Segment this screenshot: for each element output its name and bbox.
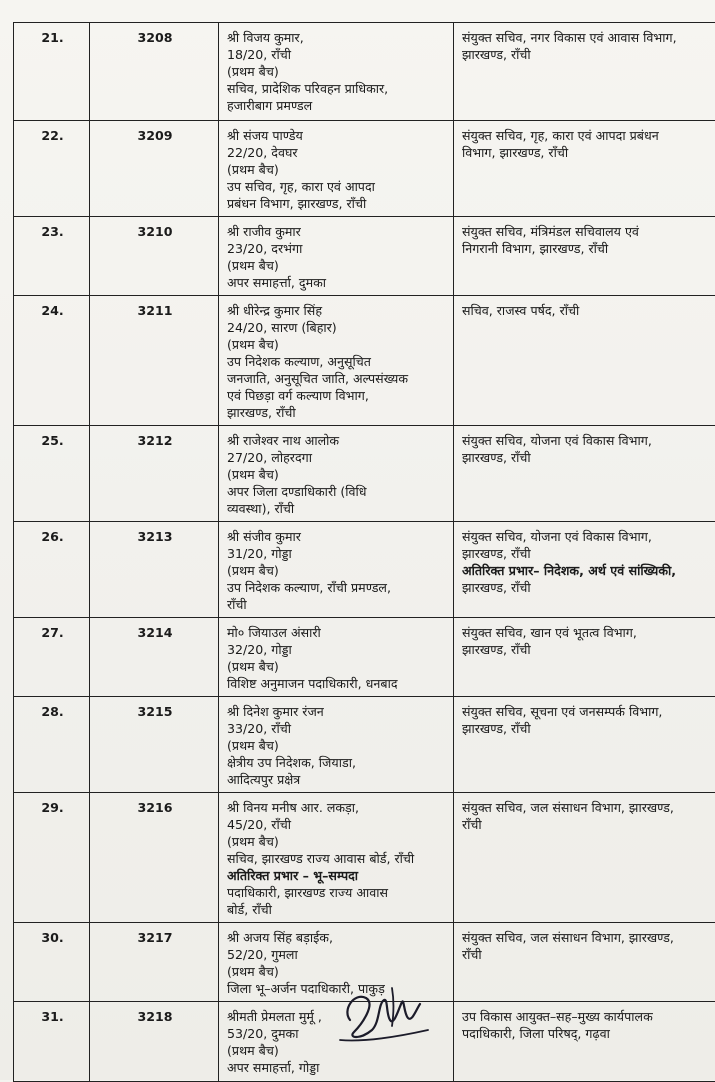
officer-detail-line: (प्रथम बैच) (227, 963, 447, 980)
officer-detail-line: श्री विनय मनीष आर. लकड़ा, (227, 799, 447, 816)
officer-code-cell: 3217 (90, 923, 219, 1002)
officer-code-cell: 3209 (90, 121, 219, 217)
officer-detail-line: बोर्ड, राँची (227, 901, 447, 918)
officer-detail-line: श्री राजीव कुमार (227, 223, 447, 240)
officer-detail-line: श्री संजीव कुमार (227, 528, 447, 545)
officer-detail-line: 33/20, राँची (227, 720, 447, 737)
officer-detail-line: श्री धीरेन्द्र कुमार सिंह (227, 302, 447, 319)
officer-detail-line: 45/20, राँची (227, 816, 447, 833)
new-posting-cell (454, 1002, 715, 1082)
officer-details-cell (219, 522, 454, 618)
officer-detail-line: अतिरिक्त प्रभार – भू–सम्पदा (227, 867, 447, 884)
officer-detail-line: 53/20, दुमका (227, 1025, 447, 1042)
officer-detail-line: जिला भू–अर्जन पदाधिकारी, पाकुड़ (227, 980, 447, 997)
officer-detail-line: 27/20, लोहरदगा (227, 449, 447, 466)
posting-line: संयुक्त सचिव, गृह, कारा एवं आपदा प्रबंधन (462, 127, 715, 144)
officer-detail-line: (प्रथम बैच) (227, 658, 447, 675)
table-row (14, 296, 715, 426)
officer-detail-line: (प्रथम बैच) (227, 737, 447, 754)
posting-line: संयुक्त सचिव, मंत्रिमंडल सचिवालय एवं (462, 223, 715, 240)
officer-detail-line: श्री विजय कुमार, (227, 29, 447, 46)
serial-number-cell: 31. (14, 1002, 90, 1082)
table-row (14, 217, 715, 296)
posting-line: निगरानी विभाग, झारखण्ड, राँची (462, 240, 715, 257)
officer-detail-line: (प्रथम बैच) (227, 562, 447, 579)
officer-detail-line: अपर जिला दण्डाधिकारी (विधि (227, 483, 447, 500)
officer-detail-line: अपर समाहर्त्ता, गोड्डा (227, 1059, 447, 1076)
officer-detail-line: श्री संजय पाण्डेय (227, 127, 447, 144)
posting-line: झारखण्ड, राँची (462, 545, 715, 562)
officer-detail-line: (प्रथम बैच) (227, 63, 447, 80)
officer-detail-line: सचिव, प्रादेशिक परिवहन प्राधिकार, (227, 80, 447, 97)
officer-detail-line: (प्रथम बैच) (227, 161, 447, 178)
officer-details-cell (219, 618, 454, 697)
officer-detail-line: झारखण्ड, राँची (227, 404, 447, 421)
posting-line: सचिव, राजस्व पर्षद, राँची (462, 302, 715, 319)
posting-line: पदाधिकारी, जिला परिषद्, गढ़वा (462, 1025, 715, 1042)
new-posting-cell (454, 296, 715, 426)
new-posting-cell (454, 217, 715, 296)
serial-number-cell: 29. (14, 793, 90, 923)
officer-details-cell (219, 296, 454, 426)
new-posting-cell (454, 697, 715, 793)
officer-detail-line: (प्रथम बैच) (227, 833, 447, 850)
new-posting-cell (454, 522, 715, 618)
table-row (14, 522, 715, 618)
table-row (14, 23, 715, 121)
posting-line: संयुक्त सचिव, नगर विकास एवं आवास विभाग, (462, 29, 715, 46)
officer-details-cell (219, 217, 454, 296)
new-posting-cell (454, 23, 715, 121)
officer-detail-line: 31/20, गोड्डा (227, 545, 447, 562)
officer-code-cell: 3211 (90, 296, 219, 426)
posting-line: संयुक्त सचिव, योजना एवं विकास विभाग, (462, 432, 715, 449)
serial-number-cell: 25. (14, 426, 90, 522)
officer-detail-line: उप सचिव, गृह, कारा एवं आपदा (227, 178, 447, 195)
officer-detail-line: विशिष्ट अनुमाजन पदाधिकारी, धनबाद (227, 675, 447, 692)
serial-number-cell: 28. (14, 697, 90, 793)
new-posting-cell (454, 923, 715, 1002)
officer-detail-line: सचिव, झारखण्ड राज्य आवास बोर्ड, राँची (227, 850, 447, 867)
posting-line: झारखण्ड, राँची (462, 449, 715, 466)
table-row (14, 793, 715, 923)
officer-detail-line: श्री दिनेश कुमार रंजन (227, 703, 447, 720)
officer-detail-line: 18/20, राँची (227, 46, 447, 63)
posting-line: झारखण्ड, राँची (462, 641, 715, 658)
officer-detail-line: (प्रथम बैच) (227, 1042, 447, 1059)
officer-detail-line: 52/20, गुमला (227, 946, 447, 963)
posting-line: उप विकास आयुक्त–सह–मुख्य कार्यपालक (462, 1008, 715, 1025)
transfer-order-table (13, 22, 715, 1082)
serial-number-cell: 24. (14, 296, 90, 426)
posting-line: संयुक्त सचिव, जल संसाधन विभाग, झारखण्ड, (462, 799, 715, 816)
posting-line: विभाग, झारखण्ड, राँची (462, 144, 715, 161)
officer-detail-line: मो० जियाउल अंसारी (227, 624, 447, 641)
posting-line: संयुक्त सचिव, योजना एवं विकास विभाग, (462, 528, 715, 545)
posting-line: झारखण्ड, राँची (462, 579, 715, 596)
officer-code-cell: 3216 (90, 793, 219, 923)
officer-detail-line: प्रबंधन विभाग, झारखण्ड, राँची (227, 195, 447, 212)
officer-detail-line: जनजाति, अनुसूचित जाति, अल्पसंख्यक (227, 370, 447, 387)
serial-number-cell: 23. (14, 217, 90, 296)
handwritten-signature (332, 980, 442, 1050)
officer-code-cell: 3215 (90, 697, 219, 793)
posting-line: संयुक्त सचिव, जल संसाधन विभाग, झारखण्ड, (462, 929, 715, 946)
officer-code-cell: 3214 (90, 618, 219, 697)
officer-code-cell: 3208 (90, 23, 219, 121)
table-row (14, 426, 715, 522)
table-body (14, 23, 715, 1082)
officer-code-cell: 3218 (90, 1002, 219, 1082)
serial-number-cell: 21. (14, 23, 90, 121)
posting-line: संयुक्त सचिव, खान एवं भूतत्व विभाग, (462, 624, 715, 641)
officer-details-cell (219, 23, 454, 121)
officer-detail-line: उप निदेशक कल्याण, अनुसूचित (227, 353, 447, 370)
officer-detail-line: उप निदेशक कल्याण, राँची प्रमण्डल, (227, 579, 447, 596)
officer-detail-line: क्षेत्रीय उप निदेशक, जियाडा, (227, 754, 447, 771)
posting-line: राँची (462, 946, 715, 963)
new-posting-cell (454, 618, 715, 697)
officer-details-cell (219, 426, 454, 522)
new-posting-cell (454, 121, 715, 217)
officer-code-cell: 3213 (90, 522, 219, 618)
officer-detail-line: हजारीबाग प्रमण्डल (227, 97, 447, 114)
serial-number-cell: 22. (14, 121, 90, 217)
table-row (14, 697, 715, 793)
officer-details-cell (219, 793, 454, 923)
officer-detail-line: अपर समाहर्त्ता, दुमका (227, 274, 447, 291)
table-row (14, 618, 715, 697)
officer-detail-line: 32/20, गोड्डा (227, 641, 447, 658)
posting-line: संयुक्त सचिव, सूचना एवं जनसम्पर्क विभाग, (462, 703, 715, 720)
new-posting-cell (454, 793, 715, 923)
serial-number-cell: 26. (14, 522, 90, 618)
officer-detail-line: (प्रथम बैच) (227, 257, 447, 274)
posting-line: झारखण्ड, राँची (462, 46, 715, 63)
officer-detail-line: श्री अजय सिंह बड़ाईक, (227, 929, 447, 946)
officer-detail-line: पदाधिकारी, झारखण्ड राज्य आवास (227, 884, 447, 901)
posting-line: अतिरिक्त प्रभार– निदेशक, अर्थ एवं सांख्यिकी, (462, 562, 715, 579)
officer-detail-line: 23/20, दरभंगा (227, 240, 447, 257)
officer-detail-line: (प्रथम बैच) (227, 336, 447, 353)
officer-detail-line: 22/20, देवघर (227, 144, 447, 161)
officer-detail-line: श्रीमती प्रेमलता मुर्मू , (227, 1008, 447, 1025)
officer-detail-line: 24/20, सारण (बिहार) (227, 319, 447, 336)
new-posting-cell (454, 426, 715, 522)
officer-detail-line: व्यवस्था), राँची (227, 500, 447, 517)
officer-code-cell: 3212 (90, 426, 219, 522)
serial-number-cell: 27. (14, 618, 90, 697)
officer-detail-line: एवं पिछड़ा वर्ग कल्याण विभाग, (227, 387, 447, 404)
officer-detail-line: राँची (227, 596, 447, 613)
officer-detail-line: आदित्यपुर प्रक्षेत्र (227, 771, 447, 788)
posting-line: झारखण्ड, राँची (462, 720, 715, 737)
officer-details-cell (219, 121, 454, 217)
posting-line: राँची (462, 816, 715, 833)
officer-code-cell: 3210 (90, 217, 219, 296)
serial-number-cell: 30. (14, 923, 90, 1002)
officer-details-cell (219, 697, 454, 793)
officer-detail-line: श्री राजेश्वर नाथ आलोक (227, 432, 447, 449)
officer-detail-line: (प्रथम बैच) (227, 466, 447, 483)
table-row (14, 121, 715, 217)
